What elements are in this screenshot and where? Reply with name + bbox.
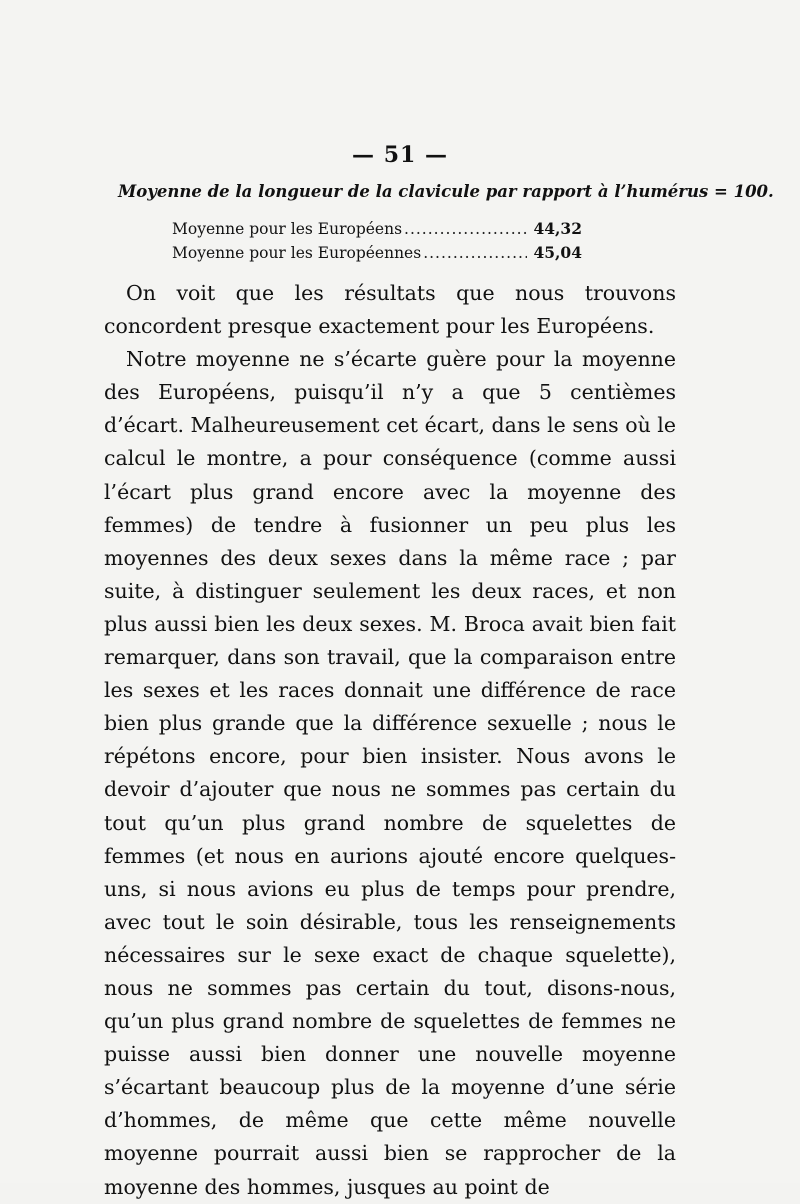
page-number: — 51 — bbox=[352, 142, 448, 168]
measurement-table bbox=[172, 219, 582, 267]
table-row bbox=[172, 219, 582, 243]
paragraph: On voit que les résultats que nous trouvons concordent presque exactement pour les Européens. bbox=[104, 281, 676, 339]
row-label: Moyenne pour les Européennes bbox=[172, 244, 422, 262]
row-value: 45,04 bbox=[533, 243, 582, 262]
table-row bbox=[172, 243, 582, 267]
paragraph: Notre moyenne ne s’écarte guère pour la moyenne des Européens, puisqu’il n’y a que 5 centièmes d’écart. Malheureusement cet écart, dans le sens où le calcul le montre, a pour conséquence (comme aussi l’écart plus grand encore avec la moyenne des femmes) de tendre à fusionner un peu plus les moyennes des deux sexes dans la même race ; par suite, à distinguer seulement les deux races, et non plus aussi bien les deux sexes. M. Broca avait bien fait remarquer, dans son travail, que la comparaison entre les sexes et les races donnait une différence de race bien plus grande que la différence sexuelle ; nous le répétons encore, pour bien insister. Nous avons le devoir d’ajouter que nous ne sommes pas certain du tout qu’un plus grand nombre de squelettes de femmes (et nous en aurions ajouté encore quelques-uns, si nous avions eu plus de temps pour prendre, avec tout le soin désirable, tous les renseignements nécessaires sur le sexe exact de chaque squelette), nous ne sommes pas certain du tout, disons-nous, qu’un plus grand nombre de squelettes de femmes ne puisse aussi bien donner une nouvelle moyenne s’écartant beaucoup plus de la moyenne d’une série d’hommes, de même que cette même nouvelle moyenne pourrait aussi bien se rapprocher de la moyenne des hommes, jusques au point de bbox=[104, 347, 676, 1199]
table-caption: Moyenne de la longueur de la clavicule par rapport à l’humérus = 100. bbox=[118, 182, 774, 201]
dot-leader bbox=[423, 244, 527, 262]
row-value: 44,32 bbox=[533, 219, 582, 238]
body-text bbox=[104, 277, 676, 1204]
dot-leader bbox=[404, 220, 527, 238]
row-label: Moyenne pour les Européens bbox=[172, 220, 403, 238]
